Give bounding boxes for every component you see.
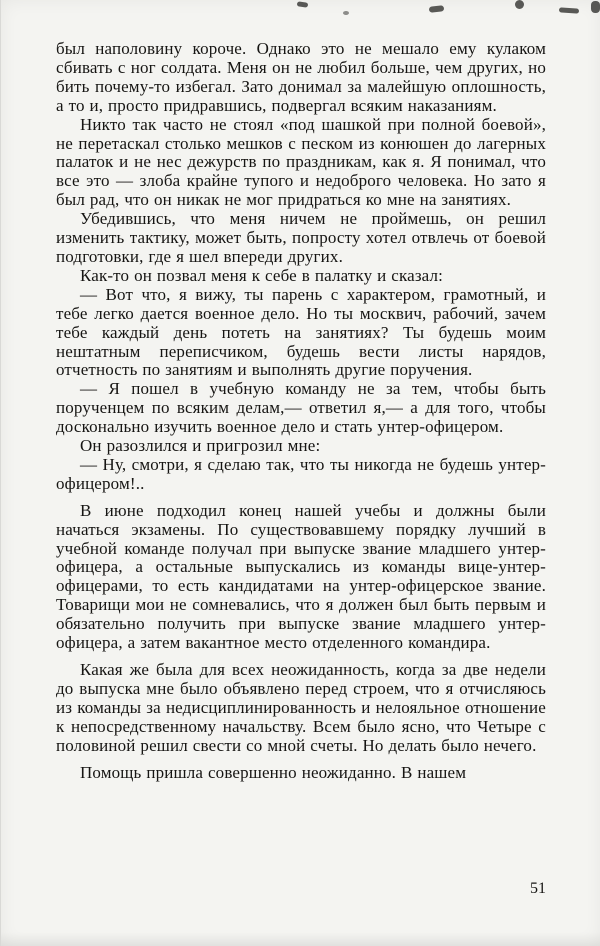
scan-artifact: [515, 0, 524, 9]
scan-artifact: [297, 1, 309, 7]
scan-edge-shadow: [1, 932, 600, 946]
paragraph: Он разозлился и пригрозил мне:: [80, 436, 321, 456]
paragraph: Как-то он позвал меня к себе в палатку и сказал:: [80, 265, 444, 285]
paragraph-dialogue: — Я пошел в учебную команду не за тем, чтобы быть порученцем по всяким делам,— ответил я,— а для того, чтобы досконально изучить военное дело и стать унтер-офицером.: [56, 379, 546, 437]
scan-artifact: [591, 1, 600, 13]
paragraph: Помощь пришла совершенно неожиданно. В нашем: [80, 762, 467, 782]
page-number: 51: [530, 880, 546, 897]
paragraph-dialogue: — Вот что, я вижу, ты парень с характером, грамотный, и тебе легко дается военное дело. Но ты москвич, рабочий, зачем тебе каждый день потеть на занятиях? Ты будешь моим нештатным переписчиком, будешь вести листы нарядов, отчетность по занятиям и выполнять другие поручения.: [56, 284, 546, 380]
scan-artifact: [343, 11, 349, 15]
scan-artifact: [559, 7, 579, 13]
paragraph: был наполовину короче. Однако это не мешало ему кулаком сбивать с ног солдата. Меня он не любил больше, чем других, но бить почему-то избегал. Зато донимал за малейшую оплошность, а то и, просто придравшись, подвергал всяким наказаниям.: [56, 39, 546, 115]
paragraph: В июне подходил конец нашей учебы и должны были начаться экзамены. По существовавшему порядку лучший в учебной команде получал при выпуске звание младшего унтер-офицера, а остальные выпускались из команды вице-унтер-офицерами, то есть кандидатами на унтер-офицерское звание. Товарищи мои не сомневались, что я должен был быть первым и обязательно получить при выпуске звание младшего унтер-офицера, а затем вакантное место отделенного командира.: [56, 500, 546, 653]
page-text: [56, 40, 546, 782]
paragraph: Какая же была для всех неожиданность, когда за две недели до выпуска мне было объявлено перед строем, что я отчисляюсь из команды за недисциплинированность и нелояльное отношение к непосредственному начальству. Всем было ясно, что Четыре с половиной решил свести со мной счеты. Но делать было нечего.: [56, 660, 546, 755]
paragraph: Никто так часто не стоял «под шашкой при полной боевой», не перетаскал столько мешков с песком из конюшен до лагерных палаток и не нес дежурств по праздникам, как я. Я понимал, что все это — злоба крайне тупого и недоброго человека. Но зато я был рад, что он никак не мог придраться ко мне на занятиях.: [56, 114, 546, 210]
scan-artifact: [429, 5, 445, 13]
paragraph-dialogue: — Ну, смотри, я сделаю так, что ты никогда не будешь унтер-офицером!..: [56, 454, 546, 493]
paragraph: Убедившись, что меня ничем не проймешь, он решил изменить тактику, может быть, попросту хотел отвлечь от боевой подготовки, где я шел впереди других.: [56, 209, 546, 266]
